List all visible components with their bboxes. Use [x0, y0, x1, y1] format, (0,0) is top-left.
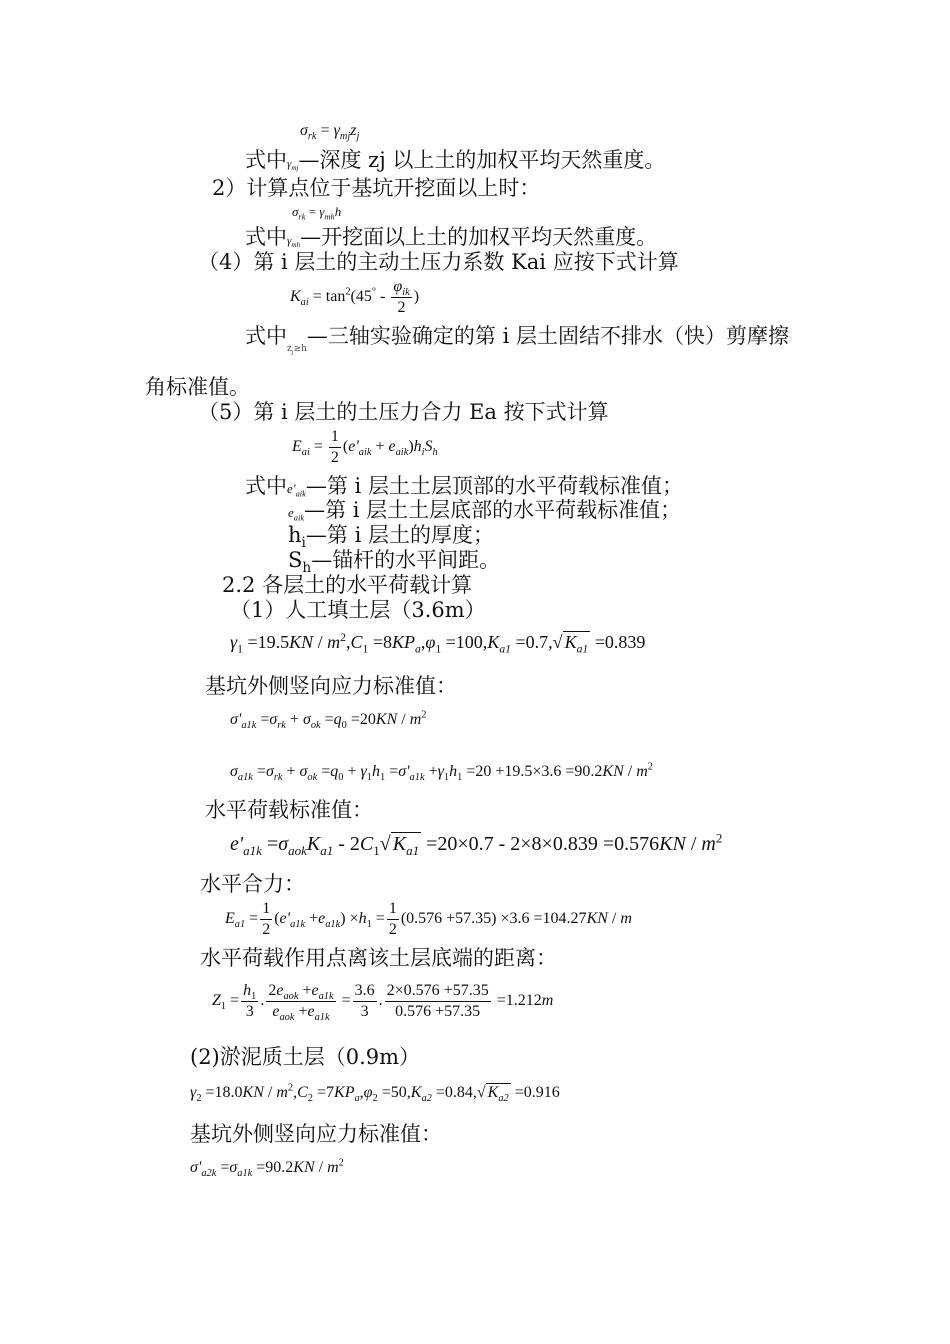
section-heading-2-2: 2.2 各层土的水平荷载计算: [222, 573, 473, 597]
symbol-e-top: $e'_{aik}$: [287, 481, 306, 499]
layer-1-sigma-bottom: $\sigma_{a1k} =\sigma_{rk} + \sigma_{ok} =q_0 + \gamma_1h_1 =\sigma'_{a1k} +\gamma_1h_1 =20 +19.5\times 3.6 =90.2KN / m^2$: [230, 761, 653, 784]
definition-phi: [245, 326, 789, 354]
item-4: （4）第 i 层土的主动土压力系数 Kai 应按下式计算: [198, 250, 679, 274]
symbol-gamma-mj: $\gamma_{mj}$: [287, 158, 299, 173]
layer-1-parameters: $\gamma_1 =19.5KN / m^2,C_1 =8KP_a,\varphi_1 =100,K_{a1} =0.7,√$ $K_{a1} =0.839$: [230, 631, 646, 656]
layer-1-horizontal-label: 水平荷载标准值：: [205, 798, 373, 822]
symbol-gamma-mh: $\gamma_{mh}$: [287, 235, 301, 250]
definition-h: $h_i—$第 i 层土的厚度；: [288, 523, 494, 552]
definition-s: $S_h—$锚杆的水平间距。: [288, 548, 501, 577]
layer-1-distance: $Z_1$ = $\frac{h_1}{3}$ . $\frac{2e_{aok} +e_{a1k}}{e_{aok} +e_{a1k}}$ = $\frac{3.6}{3}$ . $\frac{2\times 0.576 +57.35}{0.576 +57.35}$ =1.212m: [212, 982, 554, 1023]
layer-2-title: (2)淤泥质土层（0.9m）: [190, 1045, 421, 1069]
definition-phi-continued: 角标准值。: [145, 375, 250, 399]
layer-1-sigma-top: $\sigma'_{a1k} =\sigma_{rk} + \sigma_{ok} =q_0 =20KN / m^2$: [230, 709, 427, 732]
layer-1-distance-label: 水平荷载作用点离该土层底端的距离：: [200, 946, 557, 970]
equation-kai: $K_{ai} = \tan^2(45^\circ$ - $\frac{\varphi_{ik}}{2}$ ): [290, 278, 420, 316]
definition-text: —深度 zj 以上土的加权平均天然重度。: [298, 148, 666, 172]
layer-2-parameters: $\gamma_2 =18.0KN / m^2,C_2 =7KP_a,\varphi_2 =50,K_{a2} =0.84,√$ $K_{a2} =0.916$: [190, 1082, 560, 1105]
definition-text: —第 i 层土土层底部的水平荷载标准值；: [304, 498, 682, 522]
definition-prefix: 式中: [245, 324, 287, 348]
definition-text: —三轴实验确定的第 i 层土固结不排水（快）剪摩擦: [306, 324, 789, 348]
definition-prefix: 式中: [245, 225, 287, 249]
definition-gamma-mj: [245, 150, 665, 171]
definition-prefix: 式中: [245, 148, 287, 172]
layer-1-e-top: $e'_{a1k} =\sigma_{aok}K_{a1} - 2C_1√$ $K_{a1} =20\times 0.7 - 2\times 8\times 0.839 =0.576KN / m^2$: [230, 830, 723, 858]
definition-prefix: 式中: [245, 474, 287, 498]
layer-1-force: $E_{a1}$ = $\frac{1}{2}$ $(e'_{a1k} +e_{a1k}) \times h_1$ = $\frac{1}{2}$ (0.576 +57.35) ×3.6 =104.27KN / m: [225, 900, 632, 938]
layer-1-title: （1）人工填土层（3.6m）: [230, 598, 486, 622]
definition-e-bottom: [288, 500, 681, 521]
layer-2-sigma-top: $\sigma'_{a2k} =\sigma_{a1k} =90.2KN / m^2$: [190, 1157, 344, 1180]
item-2: 2）计算点位于基坑开挖面以上时：: [212, 176, 541, 200]
definition-text: —第 i 层土土层顶部的水平荷载标准值；: [305, 474, 683, 498]
equation-eai: $E_{ai}$ = $\frac{1}{2}$ $(e'_{aik} + e_{aik})h_iS_h$: [292, 428, 438, 466]
definition-gamma-mh: [245, 227, 657, 248]
definition-e-top: [245, 476, 683, 497]
equation-sigma-rk-h: $\sigma_{rk} = \gamma_{mh}h$: [292, 204, 342, 222]
equation-sigma-rk: $\sigma_{rk} = \gamma_{mj}z_j$: [300, 122, 360, 143]
layer-2-vertical-label: 基坑外侧竖向应力标准值：: [190, 1122, 442, 1146]
symbol-e-bottom: $e_{aik}$: [288, 505, 305, 523]
layer-1-force-label: 水平合力：: [200, 872, 305, 896]
layer-1-vertical-label: 基坑外侧竖向应力标准值：: [205, 674, 457, 698]
item-5: （5）第 i 层土的土压力合力 Ea 按下式计算: [198, 400, 609, 424]
symbol-phi: zj≥h: [287, 344, 307, 356]
definition-text: —开挖面以上土的加权平均天然重度。: [300, 225, 658, 249]
